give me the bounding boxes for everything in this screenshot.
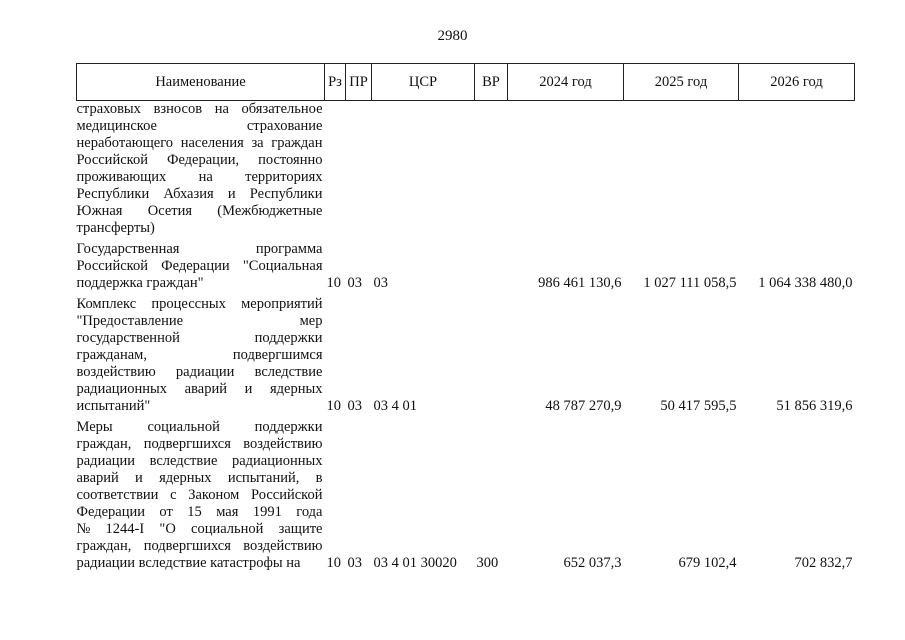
header-2024: 2024 год [508, 64, 624, 101]
header-csr: ЦСР [372, 64, 475, 101]
table-row [77, 241, 855, 292]
row-name-line [77, 135, 323, 152]
row-2024: 48 787 270,9 [545, 398, 622, 414]
row-2024: 986 461 130,6 [538, 275, 622, 291]
row-rz [325, 101, 346, 238]
word: аварий [76, 470, 119, 486]
row-name-line [77, 419, 323, 436]
word: территориях [245, 169, 323, 185]
word: воздействию [243, 538, 323, 554]
row-name-line [77, 118, 323, 135]
row-2024: 652 037,3 [563, 555, 622, 571]
word: радиации [175, 364, 235, 380]
row-vr [475, 241, 508, 292]
word: аварий [184, 381, 227, 397]
word: страхование [246, 118, 323, 134]
row-name [77, 419, 325, 572]
word: и [244, 381, 253, 397]
row-vr: 300 [476, 555, 499, 571]
word: социальной [147, 419, 220, 435]
word: Южная [76, 203, 123, 219]
word: на [198, 169, 213, 185]
word: от [159, 504, 173, 520]
word: Меры [76, 419, 113, 435]
word: Осетия [147, 203, 193, 219]
word: "Предоставление [76, 313, 184, 329]
row-vr [475, 101, 508, 238]
word: воздействию [243, 436, 323, 452]
word: подвергшихся [143, 538, 231, 554]
word: взносов [153, 101, 203, 117]
word: Республики [249, 186, 323, 202]
word: (Межбюджетные [217, 203, 323, 219]
word: граждан, [76, 436, 132, 452]
word: мероприятий [241, 296, 323, 312]
row-name-line [77, 152, 323, 169]
row-name [77, 296, 325, 415]
row-pr: 03 [347, 275, 362, 291]
row-name-line [77, 381, 323, 398]
word: вследствие [149, 453, 218, 469]
word: "Социальная [242, 258, 323, 274]
word: № [76, 521, 91, 537]
word: года [296, 504, 323, 520]
row-name-line [77, 101, 323, 118]
row-name-line [77, 364, 323, 381]
word: постоянно [258, 152, 323, 168]
word: Республики [76, 186, 150, 202]
word: радиации [76, 453, 136, 469]
word: подвергшимся [232, 347, 323, 363]
row-2025: 50 417 595,5 [660, 398, 737, 414]
row-2026: 702 832,7 [794, 555, 853, 571]
row-2024 [508, 101, 624, 238]
row-name [77, 241, 325, 292]
row-name [77, 101, 325, 238]
table-row [77, 296, 855, 415]
row-2026: 51 856 319,6 [776, 398, 853, 414]
row-rz: 10 [326, 275, 341, 291]
header-pr: ПР [346, 64, 372, 101]
word: в [315, 470, 323, 486]
word: Российской [76, 152, 148, 168]
row-2025 [624, 101, 739, 238]
word: Абхазия [163, 186, 214, 202]
word: программа [255, 241, 323, 257]
word: граждан [271, 135, 323, 151]
word: ядерных [269, 381, 323, 397]
word: 1991 [252, 504, 282, 520]
word: с [170, 487, 177, 503]
word: вследствие [254, 364, 323, 380]
header-name: Наименование [77, 64, 325, 101]
header-rz: Рз [325, 64, 346, 101]
row-name-line [77, 347, 323, 364]
row-name-line [77, 241, 323, 258]
word: Комплекс [76, 296, 137, 312]
word: граждан, [76, 538, 132, 554]
row-name-line [77, 487, 323, 504]
row-2025: 1 027 111 058,5 [643, 275, 737, 291]
row-name-line [77, 470, 323, 487]
row-name-line [77, 186, 323, 203]
table-body [77, 101, 855, 573]
row-vr [475, 296, 508, 415]
word: государственной [76, 330, 180, 346]
word: неработающего [76, 135, 174, 151]
row-name-line: поддержка граждан" [76, 275, 204, 291]
word: ядерных [159, 470, 212, 486]
word: и [135, 470, 143, 486]
word: 1244-I [105, 521, 145, 537]
word: Законом [188, 487, 240, 503]
word: "О [159, 521, 176, 537]
row-name-line: радиации вследствие катастрофы на [76, 555, 301, 571]
row-name-line [77, 436, 323, 453]
header-2026: 2026 год [739, 64, 855, 101]
word: проживающих [76, 169, 167, 185]
word: за [251, 135, 264, 151]
row-name-line [77, 258, 323, 275]
word: защите [278, 521, 323, 537]
row-name-line [77, 330, 323, 347]
word: радиационных [231, 453, 323, 469]
word: мер [299, 313, 323, 329]
row-2026 [739, 101, 855, 238]
row-name-line [77, 313, 323, 330]
row-name-line: трансферты) [76, 220, 155, 236]
word: 15 [187, 504, 202, 520]
word: и [227, 186, 236, 202]
word: населения [180, 135, 244, 151]
word: Российской [251, 487, 323, 503]
row-rz: 10 [326, 398, 341, 414]
word: на [214, 101, 229, 117]
word: радиационных [76, 381, 168, 397]
row-csr: 03 4 01 [373, 398, 417, 414]
row-csr [372, 101, 475, 238]
word: гражданам, [76, 347, 147, 363]
word: Государственная [76, 241, 180, 257]
header-vr: ВР [475, 64, 508, 101]
row-name-line: испытаний" [76, 398, 151, 414]
row-name-line [77, 169, 323, 186]
row-csr: 03 [373, 275, 388, 291]
table-row [77, 101, 855, 238]
row-csr: 03 4 01 30020 [373, 555, 457, 571]
row-rz: 10 [326, 555, 341, 571]
row-pr [346, 101, 372, 238]
word: подвергшихся [143, 436, 231, 452]
row-2026: 1 064 338 480,0 [758, 275, 853, 291]
row-pr: 03 [347, 398, 362, 414]
row-name-line [77, 453, 323, 470]
budget-table [76, 63, 855, 572]
row-2025: 679 102,4 [678, 555, 737, 571]
word: мая [216, 504, 239, 520]
word: поддержки [254, 330, 323, 346]
row-name-line [77, 521, 323, 538]
word: Федерации [76, 504, 145, 520]
row-pr: 03 [347, 555, 362, 571]
table-header [77, 64, 855, 101]
word: медицинское [76, 118, 157, 134]
row-name-line [77, 538, 323, 555]
header-2025: 2025 год [624, 64, 739, 101]
word: Федерации, [166, 152, 240, 168]
page-number: 2980 [437, 28, 468, 44]
word: обязательное [241, 101, 323, 117]
word: воздействию [76, 364, 156, 380]
word: Российской [76, 258, 148, 274]
word: социальной [191, 521, 264, 537]
word: страховых [76, 101, 141, 117]
row-name-line [77, 296, 323, 313]
word: испытаний, [227, 470, 300, 486]
row-name-line [77, 203, 323, 220]
word: процессных [151, 296, 226, 312]
word: поддержки [254, 419, 323, 435]
word: соответствии [76, 487, 159, 503]
row-name-line [77, 504, 323, 521]
table-row [77, 419, 855, 572]
word: Федерации [161, 258, 230, 274]
